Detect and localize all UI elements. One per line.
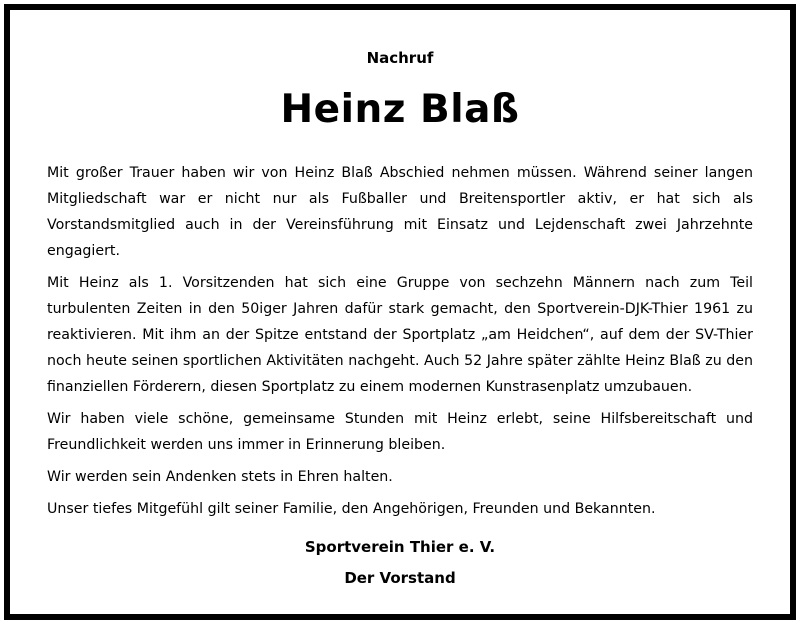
paragraph-tribute: Mit großer Trauer haben wir von Heinz Blaß Abschied nehmen müssen. Während seiner langen Mitgliedschaft war er nicht nur als Fußballer und Breitensportler aktiv, er hat sich als Vorstandsmitglied auch in der Vereinsführung mit Einsatz und Lejdenschaft zwei Jahrzehnte engagiert. bbox=[47, 165, 753, 259]
notice-label: Nachruf bbox=[366, 49, 434, 67]
deceased-name: Heinz Blaß bbox=[280, 87, 520, 132]
paragraph-history: Mit Heinz als 1. Vorsitzenden hat sich eine Gruppe von sechzehn Männern nach zum Teil turbulenten Zeiten in den 50iger Jahren dafür stark gemacht, den Sportverein-DJK-Thier 1961 zu reaktivieren. Mit ihm an der Spitze entstand der Sportplatz „am Heidchen“, auf dem der SV-Thier noch heute seinen sportlichen Aktivitäten nachgeht. Auch 52 Jahre später zählte Heinz Blaß zu den finanziellen Förderern, diesen Sportplatz zu einem modernen Kunstrasenplatz umzubauen. bbox=[47, 275, 753, 395]
paragraph-memories: Wir haben viele schöne, gemeinsame Stunden mit Heinz erlebt, seine Hilfsbereitschaft und Freundlichkeit werden uns immer in Erinnerung bleiben. bbox=[47, 411, 753, 453]
paragraph-remembrance: Wir werden sein Andenken stets in Ehren halten. bbox=[47, 469, 393, 485]
paragraph-condolence: Unser tiefes Mitgefühl gilt seiner Familie, den Angehörigen, Freunden und Bekannten. bbox=[47, 501, 656, 517]
signature-board: Der Vorstand bbox=[344, 569, 456, 587]
signature-block bbox=[0, 532, 800, 594]
notice-body bbox=[47, 160, 753, 528]
signature-organization: Sportverein Thier e. V. bbox=[304, 538, 496, 556]
